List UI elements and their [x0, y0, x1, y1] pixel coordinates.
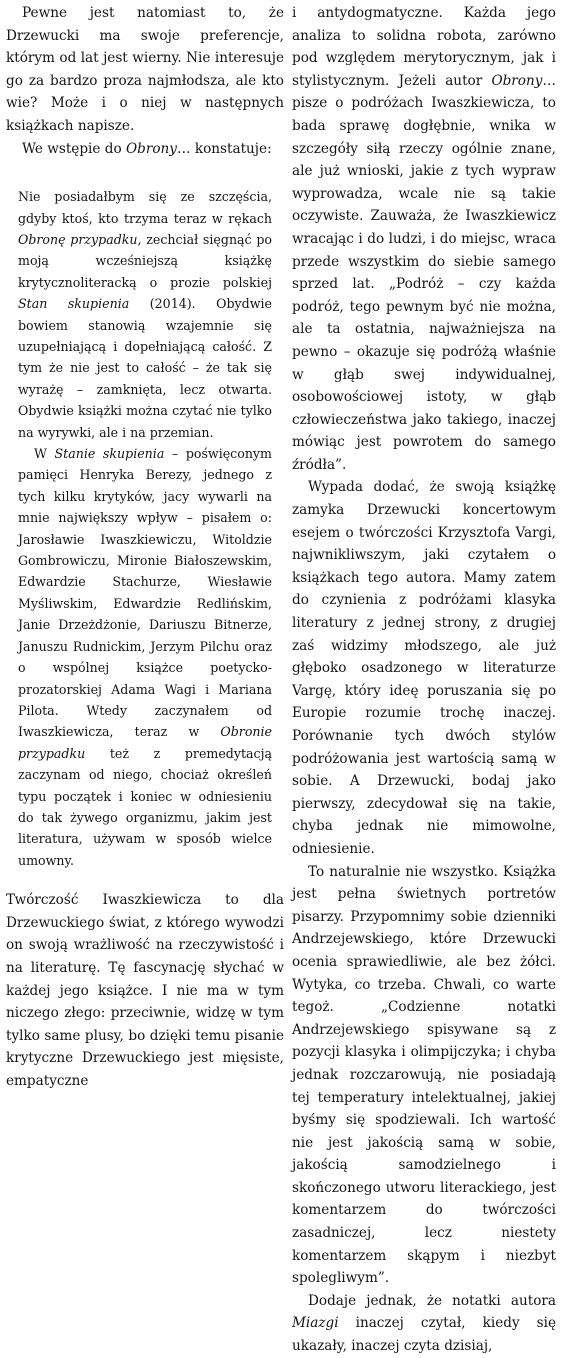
block-quote: [18, 186, 272, 871]
quote-paragraph: [18, 186, 272, 443]
body-text: i antydogmatyczne. Każda jego analiza to solidna robota, zarówno pod względem merytorycznym, jak i stylistycznym. Jeżeli autor: [292, 5, 556, 89]
quote-text: też z premedytacją zaczynam od niego, chociaż określeń typu początek i koniec w odniesieniu do tak żywego organizmu, jakim jest literatura, używam w sposób wielce umowny.: [18, 745, 272, 868]
quote-text: – poświęconym pamięci Henryka Berezy, jednego z tych kilku krytyków, jacy wywarli na mnie największy wpływ – pisałem o: Jarosławie Iwaszkiewiczu, Witoldzie Gombrowiczu, Mironie Białoszewskim, Edwardzie Stachurze, Wiesławie Myśliwskim, Edwardzie Redlińskim, Janie Drzeżdżonie, Dariuszu Bitnerze, Januszu Rudnickim, Jerzym Pilchu oraz o wspólnej książce poetycko-prozatorskiej Adama Wagi i Mariana Pilota. Wtedy zaczynałem od Iwaszkiewicza, teraz w: [18, 446, 272, 740]
body-paragraph: To naturalnie nie wszystko. Książka jest pełna świetnych portretów pisarzy. Przypomnimy sobie dzienniki Andrzejewskiego, które Drzewucki ocenia sprawiedliwie, ale bez żółci. Wytyka, co trzeba. Chwali, co warte tegoż. „Codzienne notatki Andrzejewskiego spisywane są z pozycji klasyka i olimpijczyka; i chyba jednak rozczarowują, nie posiadają tej temperatury intelektualnej, jakiej byśmy się spodziewali. Ich wartość nie jest jakością samą w sobie, jakością samodzielnego i skończonego utworu literackiego, jest komentarzem do twórczości zasadniczej, lecz niestety komentarzem skąpym i niezbyt spolegliwym”.: [292, 863, 556, 1287]
book-title: Obronie przypadku: [18, 724, 272, 761]
book-title: Miazgi: [292, 1315, 339, 1332]
left-column: [6, 2, 284, 1093]
quote-text: W: [34, 446, 55, 462]
intro-paragraph: Pewne jest natomiast to, że Drzewucki ma swoje preferencje, którym od lat jest wierny. Nie interesuje go za bardzo proza najmłodsza, ale kto wie? Może i o niej w następnych książkach napisze.: [6, 5, 284, 134]
book-title: Obrony: [491, 72, 543, 89]
body-text: … pisze o podróżach Iwaszkiewicza, to bada sprawę dogłębnie, wnika w szczegóły siłą rzeczy ogólnie znane, ale już wnioski, jakie z tych wypraw wyprowadza, wcale nie są takie oczywiste. Zauważa, że Iwaszkiewicz wracając i do ludzi, i do miejsc, wraca przede wszystkim do siebie samego sprzed lat. „Podróż – czy każda podróż, tego pewnym być nie można, ale ta ostatnia, najważniejsza na pewno – okazuje się podróżą właśnie w głąb swej indywidualnej, osobowościowej istoty, w głąb człowieczeństwa jako takiego, inaczej mówiąc jest powrotem do samego źródła”.: [292, 72, 556, 473]
body-text: inaczej czytał, kiedy się ukazały, inaczej czyta dzisiaj,: [292, 1315, 556, 1355]
quote-text: , zechciał sięgnąć po moją wcześniejszą książkę krytycznoliteracką o prozie polskiej: [18, 231, 273, 290]
right-column: [292, 2, 556, 1358]
quote-paragraph: [18, 443, 272, 871]
body-text: Dodaje jednak, że notatki autora: [308, 1292, 556, 1309]
book-title: Stan skupienia: [18, 296, 130, 312]
book-title: Obronę przypadku: [18, 231, 138, 247]
body-paragraph: [292, 2, 556, 476]
quote-text: (2014). Obydwie bowiem stanowią wzajemnie się uzupełniającą i dopełniającą całość. Z tym że nie jest to całość – że tak się wyrażę – zamknięta, lecz otwarta. Obydwie książki można czytać nie tylko na wyrywki, ale i na przemian.: [18, 296, 272, 440]
body-paragraph: Wypada dodać, że swoją książkę zamyka Drzewucki koncertowym esejem o twórczości Krzysztofa Vargi, najwnikliwszym, jaki czytałem o książkach tego autora. Mamy zatem do czynienia z podróżami klasyka literatury z jednej strony, z drugiej zaś widzimy młodszego, ale już głęboko osadzonego w literaturze Vargę, który ideę poruszania się po Europie rozumie trochę inaczej. Porównanie tych dwóch stylów podróżowania jest wartością samą w sobie. A Drzewucki, bodaj jako pierwszy, zdecydował się na takie, chyba jednak nie mimowolne, odniesienie.: [292, 479, 556, 857]
lead-text: We wstępie do: [22, 140, 126, 157]
book-title: Stanie skupienia: [54, 446, 165, 462]
body-paragraph: [292, 1290, 556, 1358]
lead-text: … konstatuje:: [176, 140, 272, 157]
body-paragraph: Twórczość Iwaszkiewicza to dla Drzewuckiego świat, z którego wywodzi on swoją wrażliwość na rzeczywistość i na literaturę. Tę fascynację słychać w każdej jego książce. I nie ma w tym niczego złego: przeciwnie, widzę w tym tylko same plusy, bo dzięki temu pisanie krytyczne Drzewuckiego jest mięsiste, empatyczne: [6, 892, 284, 1089]
quote-text: Nie posiadałbym się ze szczęścia, gdyby ktoś, kto trzyma teraz w rękach: [18, 189, 272, 226]
book-title: Obrony: [125, 140, 177, 157]
lead-paragraph: [6, 138, 284, 161]
